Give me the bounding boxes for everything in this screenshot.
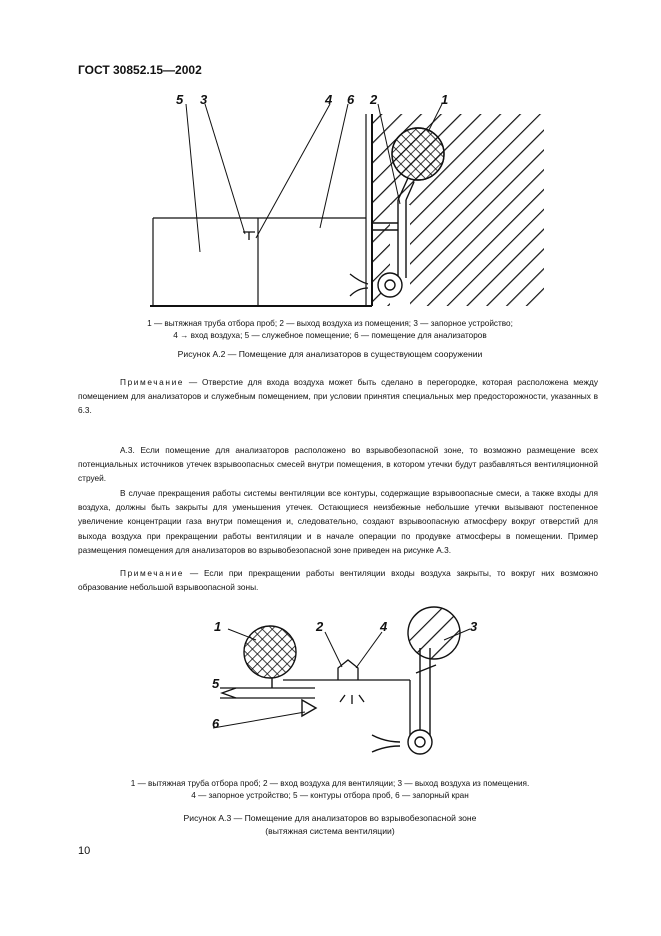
paragraph-a3: А.3. Если помещение для анализаторов расположено во взрывобезопасной зоне, то возможно размещение всех потенциальных источников утечек взрывоопасных смесей внутри помещения, в котором утечки будут разбавляться вентиляционной струей. <box>78 445 598 484</box>
page-number: 10 <box>78 845 91 857</box>
fig2-label-1: 1 <box>441 92 449 107</box>
note-1-text: — Отверстие для входа воздуха может быть сделано в перегородке, которая расположена между помещением для анализаторов и служебным помещением, при условии принятия специальных мер предосторожности, указанных в 6.3. <box>78 377 598 416</box>
fig3-label-2: 2 <box>316 619 324 634</box>
figure-a3-caption: Рисунок А.3 — Помещение для анализаторов во взрывобезопасной зоне <box>183 813 477 823</box>
note-2 <box>78 566 598 594</box>
rooms-outline <box>150 218 372 306</box>
fig3-label-5: 5 <box>212 676 220 691</box>
figure-a3-caption-2: (вытяжная система вентиляции) <box>265 826 395 836</box>
paragraph-ventilation: В случае прекращения работы системы вентиляции все контуры, содержащие взрывоопасные смеси, а также входы для воздуха, должны быть закрыты для уменьшения утечек. Остающиеся неизбежные небольшие утечки вызывают постепенное увеличение концентрации газа внутри помещения и, следовательно, создают взрывоопасную атмосферу вокруг отверстий для выхода воздуха при прекращении работы вентиляции и в начале операции по продувке атмосферы в помещении. Пример размещения помещения для анализаторов во взрывобезопасной зоне приведен на рисунке А.3. <box>78 488 598 555</box>
fig2-label-3: 3 <box>200 92 208 107</box>
air-arrows <box>350 274 368 296</box>
figure-a2-legend-line-2: 4 → вход воздуха; 5 — служебное помещение; 6 — помещение для анализаторов <box>173 331 487 340</box>
fig2-label-5: 5 <box>176 92 184 107</box>
fig2-label-4: 4 <box>325 92 333 107</box>
figure-a3-legend-line-2: 4 — запорное устройство; 5 — контуры отбора проб, 6 — запорный кран <box>191 791 469 800</box>
fig2-label-6: 6 <box>347 92 355 107</box>
fig2-label-2: 2 <box>370 92 378 107</box>
figure-a3-diagram <box>212 607 478 754</box>
figure-a3-legend-line-1: 1 — вытяжная труба отбора проб; 2 — вход воздуха для вентиляции; 3 — выход воздуха из помещения. <box>130 779 530 788</box>
note-2-text: — Если при прекращении работы вентиляции входы воздуха закрыты, то вокруг них возможно образование небольшой взрывоопасной зоны. <box>78 568 598 593</box>
fig3-label-4: 4 <box>380 619 388 634</box>
fig3-label-3: 3 <box>470 619 478 634</box>
note-1 <box>78 375 598 418</box>
page-header: ГОСТ 30852.15—2002 <box>78 63 202 77</box>
figure-a2-legend-line-1: 1 — вытяжная труба отбора проб; 2 — выход воздуха из помещения; 3 — запорное устройство; <box>147 319 513 328</box>
figure-a2-caption: Рисунок А.2 — Помещение для анализаторов в существующем сооружении <box>177 349 483 359</box>
fig3-label-1: 1 <box>214 619 222 634</box>
note-1-label: Примечание <box>120 377 185 387</box>
fig3-label-6: 6 <box>212 716 220 731</box>
note-2-label: Примечание <box>120 568 185 578</box>
